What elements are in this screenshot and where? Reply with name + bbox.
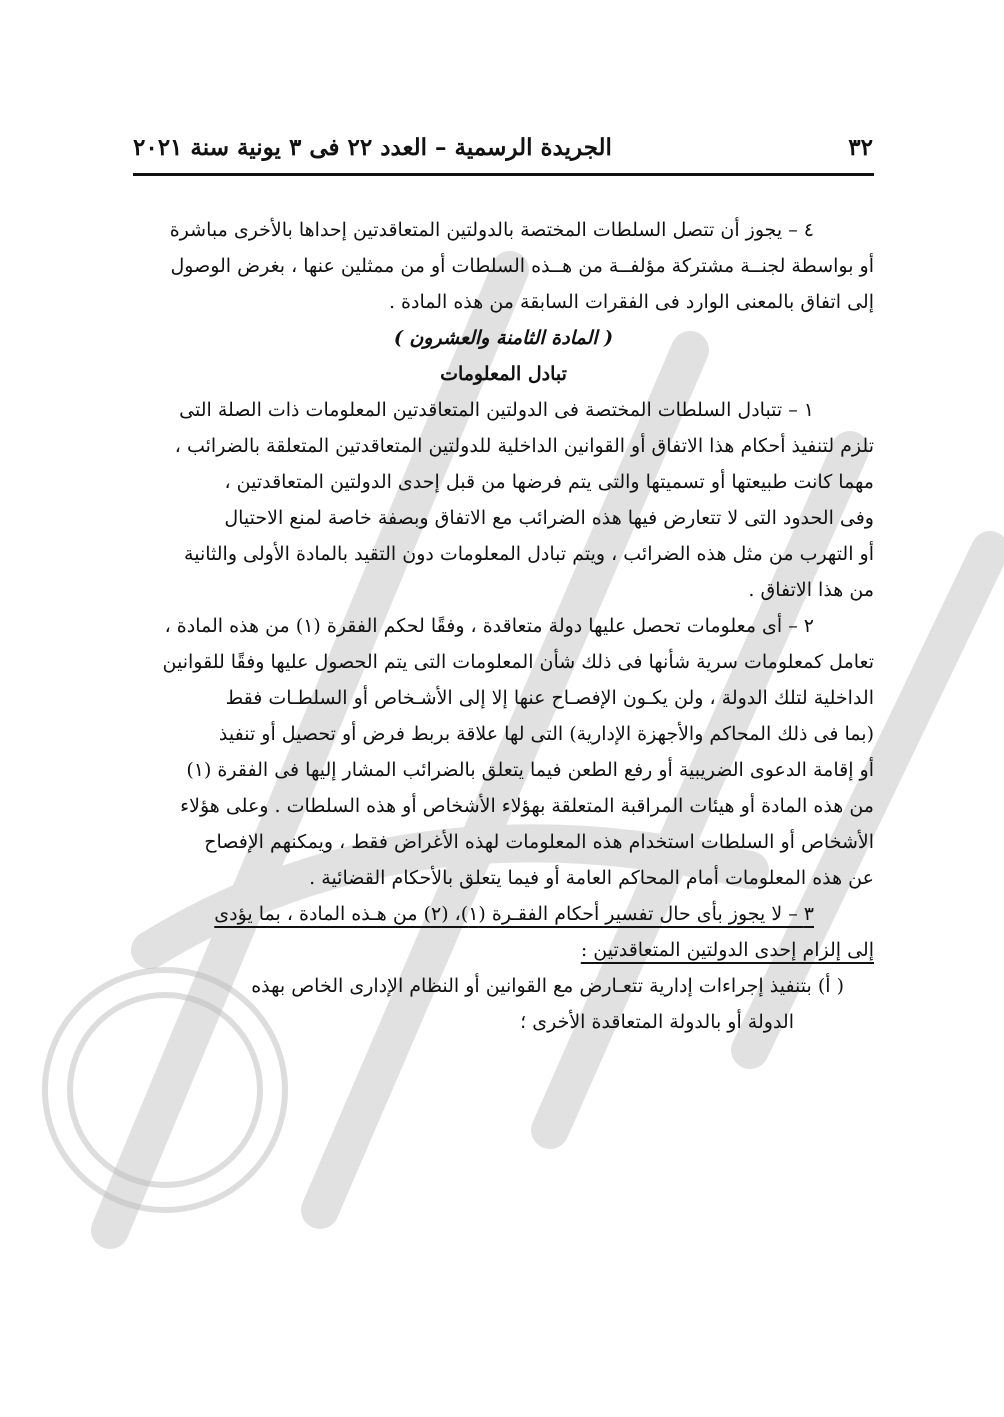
clause-1-line: وفى الحدود التى لا تتعارض فيها هذه الضرائب مع الاتفاق وبصفة خاصة لمنع الاحتيال bbox=[224, 507, 874, 529]
header-divider bbox=[133, 173, 874, 176]
clause-3a-line: الدولة أو بالدولة المتعاقدة الأخرى ؛ bbox=[520, 1011, 794, 1033]
page-number: ٣٢ bbox=[848, 133, 873, 161]
clause-2-line: (بما فى ذلك المحاكم والأجهزة الإدارية) التى لها علاقة بربط فرض أو تحصيل أو تنفيذ bbox=[218, 723, 874, 745]
page-header bbox=[133, 124, 873, 170]
clause-2-line: تعامل كمعلومات سرية شأنها فى ذلك شأن المعلومات التى يتم الحصول عليها وفقًا للقوانين bbox=[162, 651, 874, 673]
clause-4-line: إلى اتفاق بالمعنى الوارد فى الفقرات السابقة من هذه المادة . bbox=[388, 291, 874, 313]
clause-1-line: أو التهرب من مثل هذه الضرائب ، ويتم تبادل المعلومات دون التقيد بالمادة الأولى والثانية bbox=[184, 543, 874, 565]
article-title: تبادل المعلومات bbox=[440, 363, 567, 385]
document-body bbox=[133, 212, 874, 1040]
clause-3-line bbox=[133, 932, 874, 968]
clause-2-line: الأشخاص أو السلطات استخدام هذه المعلومات لهذه الأغراض فقط ، ويمكنهم الإفصاح bbox=[204, 831, 874, 853]
clause-3-text: إلى إلزام إحدى الدولتين المتعاقدتين : bbox=[580, 939, 874, 961]
clause-2-line: ٢ – أى معلومات تحصل عليها دولة متعاقدة ، وفقًا لحكم الفقرة (١) من هذه المادة ، bbox=[164, 615, 814, 637]
clause-1-line: مهما كانت طبيعتها أو تسميتها والتى يتم فرضها من قبل إحدى الدولتين المتعاقدتين ، bbox=[224, 471, 874, 493]
clause-2-line: الداخلية لتلك الدولة ، ولن يكـون الإفصـاح عنها إلا إلى الأشـخاص أو السلطـات فقط bbox=[225, 687, 874, 709]
clause-3-text: ٣ – لا يجوز بأى حال تفسير أحكام الفقـرة (١)، (٢) من هـذه المادة ، بما يؤدى bbox=[214, 903, 814, 925]
clause-4-line: أو بواسطة لجنــة مشتركة مؤلفــة من هــذه السلطات أو من ممثلين عنها ، بغرض الوصول bbox=[170, 255, 874, 277]
clause-1-line: ١ – تتبادل السلطات المختصة فى الدولتين المتعاقدتين المعلومات ذات الصلة التى bbox=[179, 399, 814, 421]
clause-2-line: عن هذه المعلومات أمام المحاكم العامة أو فيما يتعلق بالأحكام القضائية . bbox=[309, 867, 874, 889]
gazette-title: الجريدة الرسمية – العدد ٢٢ فى ٣ يونية سنة ٢٠٢١ bbox=[133, 133, 612, 161]
clause-3a-line: ( أ) بتنفيذ إجراءات إدارية تتعـارض مع القوانين أو النظام الإدارى الخاص بهذه bbox=[251, 975, 844, 997]
clause-1-line: من هذا الاتفاق . bbox=[748, 579, 874, 601]
clause-2-line: أو إقامة الدعوى الضريبية أو رفع الطعن فيما يتعلق بالضرائب المشار إليها فى الفقرة (١) bbox=[186, 759, 874, 781]
article-heading: ( المادة الثامنة والعشرون ) bbox=[393, 327, 614, 349]
clause-3-line bbox=[133, 896, 874, 932]
clause-4-line: ٤ – يجوز أن تتصل السلطات المختصة بالدولتين المتعاقدتين إحداها بالأخرى مباشرة bbox=[169, 219, 814, 241]
clause-1-line: تلزم لتنفيذ أحكام هذا الاتفاق أو القوانين الداخلية للدولتين المتعاقدتين المتعلقة بالضرائب ، bbox=[174, 435, 874, 457]
clause-2-line: من هذه المادة أو هيئات المراقبة المتعلقة بهؤلاء الأشخاص أو هذه السلطات . وعلى هؤلاء bbox=[180, 795, 874, 817]
